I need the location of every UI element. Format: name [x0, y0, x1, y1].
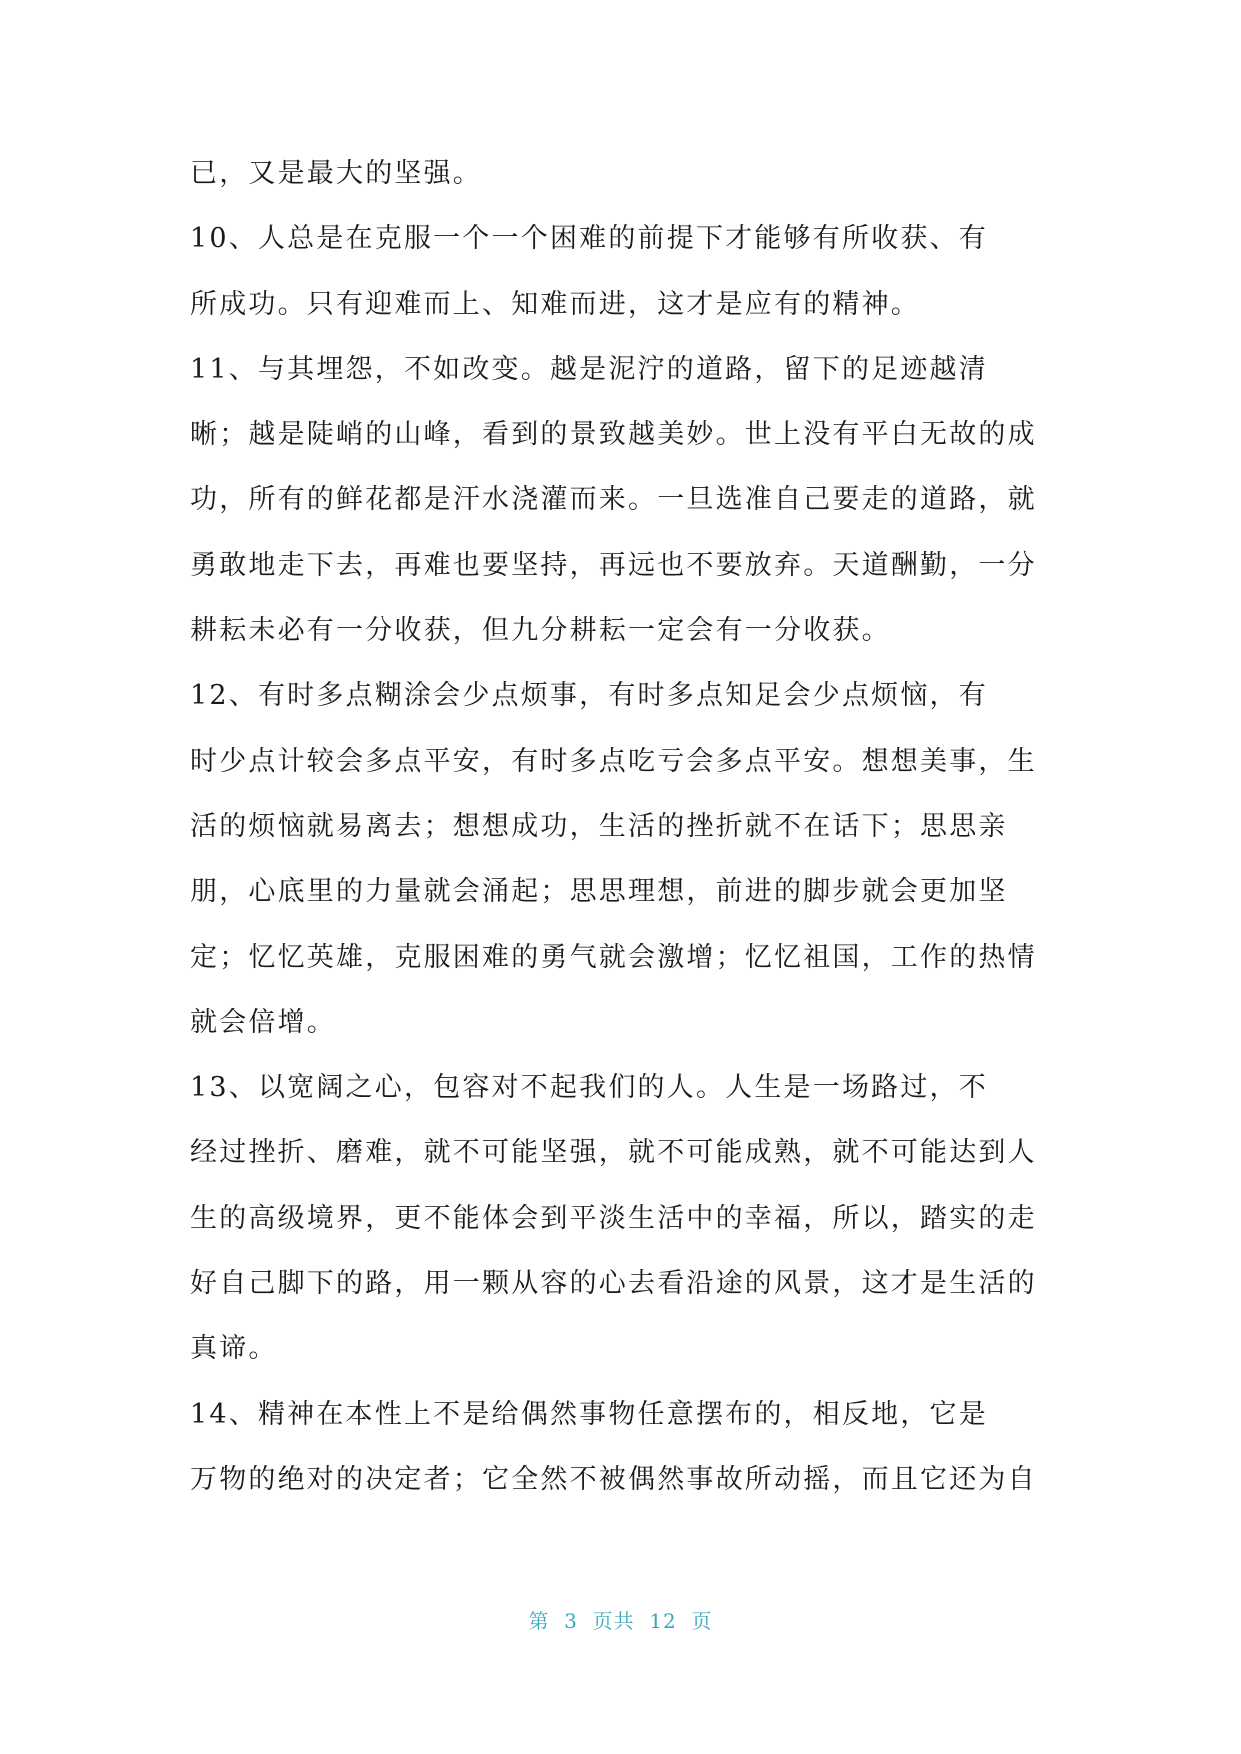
text-line: 勇敢地走下去，再难也要坚持，再远也不要放弃。天道酬勤，一分	[190, 549, 1037, 581]
text-line: 10、人总是在克服一个一个困难的前提下才能够有所收获、有	[190, 223, 988, 255]
text-line: 活的烦恼就易离去；想想成功，生活的挫折就不在话下；思思亲	[190, 810, 1008, 842]
text-line: 万物的绝对的决定者；它全然不被偶然事故所动摇，而且它还为自	[190, 1463, 1037, 1495]
text-line: 就会倍增。	[190, 1006, 336, 1038]
text-line: 所成功。只有迎难而上、知难而进，这才是应有的精神。	[190, 288, 920, 320]
text-line: 真谛。	[190, 1333, 278, 1365]
text-line: 生的高级境界，更不能体会到平淡生活中的幸福，所以，踏实的走	[190, 1202, 1037, 1234]
text-line: 11、与其埋怨，不如改变。越是泥泞的道路，留下的足迹越清	[190, 353, 988, 385]
text-line: 时少点计较会多点平安，有时多点吃亏会多点平安。想想美事，生	[190, 745, 1037, 777]
text-line: 朋，心底里的力量就会涌起；思思理想，前进的脚步就会更加坚	[190, 876, 1008, 908]
text-line: 已，又是最大的坚强。	[190, 158, 482, 189]
text-line: 经过挫折、磨难，就不可能坚强，就不可能成熟，就不可能达到人	[190, 1137, 1037, 1169]
text-line: 功，所有的鲜花都是汗水浇灌而来。一旦选准自己要走的道路，就	[190, 484, 1037, 516]
page-number-footer: 第 3 页共 12 页	[528, 1609, 713, 1633]
text-line: 晰；越是陡峭的山峰，看到的景致越美妙。世上没有平白无故的成	[190, 419, 1037, 451]
text-line: 12、有时多点糊涂会少点烦事，有时多点知足会少点烦恼，有	[190, 680, 988, 712]
text-line: 14、精神在本性上不是给偶然事物任意摆布的，相反地，它是	[190, 1398, 988, 1430]
text-line: 好自己脚下的路，用一颗从容的心去看沿途的风景，这才是生活的	[190, 1268, 1037, 1300]
text-line: 耕耘未必有一分收获，但九分耕耘一定会有一分收获。	[190, 615, 891, 647]
document-body	[190, 154, 1040, 1525]
text-line: 定；忆忆英雄，克服困难的勇气就会激增；忆忆祖国，工作的热情	[190, 941, 1037, 973]
text-line: 13、以宽阔之心，包容对不起我们的人。人生是一场路过，不	[190, 1072, 988, 1104]
